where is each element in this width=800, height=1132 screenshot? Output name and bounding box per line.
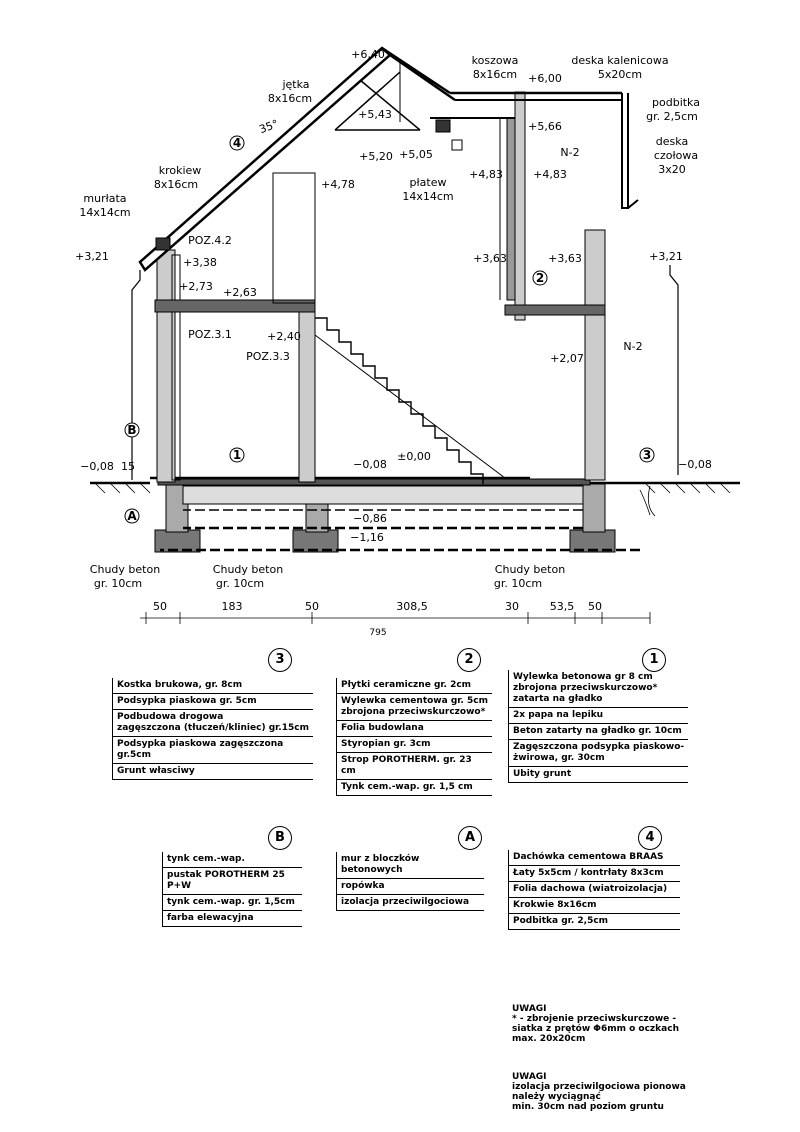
marker-4: 4 [232, 136, 242, 150]
legend-1-row: Wylewka betonowa gr 8 cm zbrojona przeciwskurczowo* zatarta na gładko [509, 670, 689, 708]
label-koszowa-size: 8x16cm [472, 68, 518, 81]
label-czolowa-size: 3x20 [658, 163, 686, 176]
level-543: +5,43 [358, 108, 392, 121]
legend-3-row: Podsypka piaskowa gr. 5cm [113, 694, 313, 710]
legend-table-1 [508, 670, 688, 783]
label-platew: płatew [409, 176, 447, 189]
label-poz-3-1: POZ.3.1 [188, 328, 232, 341]
label-angle: 35° [257, 117, 281, 137]
label-poz-3-3: POZ.3.3 [246, 350, 290, 363]
level-m008-a: −0,08 [353, 458, 387, 471]
level-600: +6,00 [528, 72, 562, 85]
legend-3-row: Podsypka piaskowa zagęszczona gr.5cm [113, 737, 313, 764]
notes-reinforcement: UWAGI * - zbrojenie przeciwskurczowe - siatka z prętów Φ6mm o oczkach max. 20x20cm [512, 1004, 679, 1044]
level-m008-c: −0,08 [678, 458, 712, 471]
label-koszowa: koszowa [471, 54, 519, 67]
marker-3: 3 [642, 448, 652, 462]
label-murlata: murłata [83, 192, 127, 205]
dimension-line [140, 612, 650, 624]
label-platew-size: 14x14cm [402, 190, 454, 203]
legend-1-row: Zagęszczona podsypka piaskowo- żwirowa, gr. 30cm [509, 740, 689, 767]
level-m086: −0,86 [353, 512, 387, 525]
legend-4-row: Folia dachowa (wiatroizolacja) [509, 882, 681, 898]
level-321-a: +3,21 [75, 250, 109, 263]
legend-badge-2: 2 [457, 648, 481, 672]
level-000: ±0,00 [397, 450, 431, 463]
dim-308-5: 308,5 [396, 600, 428, 613]
label-gr-left: gr. 10cm [93, 577, 143, 590]
legend-1-row: Beton zatarty na gładko gr. 10cm [509, 724, 689, 740]
legend-4-row: Krokwie 8x16cm [509, 898, 681, 914]
label-krokiew-size: 8x16cm [153, 178, 199, 191]
legend-table-4 [508, 850, 680, 930]
level-240: +2,40 [267, 330, 301, 343]
legend-a-row: ropówka [337, 879, 485, 895]
legend-b-row: farba elewacyjna [163, 911, 303, 927]
ceiling-slab [155, 300, 605, 315]
legend-2-row: Płytki ceramiczne gr. 2cm [337, 678, 492, 694]
legend-a-row: izolacja przeciwilgociowa [337, 895, 485, 911]
legend-4-row: Łaty 5x5cm / kontrłaty 8x3cm [509, 866, 681, 882]
level-363-b: +3,63 [548, 252, 582, 265]
level-483-a: +4,83 [469, 168, 503, 181]
label-gr-right: gr. 10cm [493, 577, 543, 590]
dim-30: 30 [505, 600, 519, 613]
floor-slab [158, 479, 640, 550]
level-321-b: +3,21 [649, 250, 683, 263]
legend-b-row: pustak POROTHERM 25 P+W [163, 868, 303, 895]
label-jetka: jętka [282, 78, 310, 91]
legend-table-3 [112, 678, 313, 780]
level-520: +5,20 [359, 150, 393, 163]
label-podbitka-size: gr. 2,5cm [646, 110, 698, 123]
dim-50-b: 50 [305, 600, 319, 613]
legend-3-row: Grunt własciwy [113, 764, 313, 780]
level-363-a: +3,63 [473, 252, 507, 265]
label-jetka-size: 8x16cm [267, 92, 313, 105]
level-263: +2,63 [223, 286, 257, 299]
label-poz-4-2: POZ.4.2 [188, 234, 232, 247]
legend-badge-4: 4 [638, 826, 662, 850]
legend-2-row: Strop POROTHERM. gr. 23 cm [337, 753, 492, 780]
legend-b-row: tynk cem.-wap. [163, 852, 303, 868]
dim-53-5: 53,5 [549, 600, 575, 613]
label-deska-kalenicowa: deska kalenicowa [571, 54, 669, 67]
legend-badge-b: B [268, 826, 292, 850]
legend-1-row: Ubity grunt [509, 767, 689, 783]
marker-b: B [127, 423, 137, 437]
label-krokiew: krokiew [158, 164, 202, 177]
dim-50-c: 50 [588, 600, 602, 613]
label-czolowa: czołowa [653, 149, 699, 162]
level-566: +5,66 [528, 120, 562, 133]
level-505: +5,05 [399, 148, 433, 161]
label-n2-upper: N-2 [560, 146, 580, 159]
level-m008-b: −0,08 [80, 460, 114, 473]
marker-a: A [127, 509, 137, 523]
marker-1: 1 [232, 448, 242, 462]
label-chudy-beton-right: Chudy beton [494, 563, 566, 576]
legend-2-row: Styropian gr. 3cm [337, 737, 492, 753]
door [273, 173, 315, 303]
legend-b-row: tynk cem.-wap. gr. 1,5cm [163, 895, 303, 911]
legend-badge-1: 1 [642, 648, 666, 672]
notes-insulation: UWAGI izolacja przeciwilgociowa pionowa należy wyciągnąć min. 30cm nad poziom gruntu [512, 1072, 686, 1112]
level-273: +2,73 [179, 280, 213, 293]
legend-1-row: 2x papa na lepiku [509, 708, 689, 724]
label-chudy-beton-mid: Chudy beton [212, 563, 284, 576]
label-murlata-size: 14x14cm [79, 206, 131, 219]
level-m116: −1,16 [350, 531, 384, 544]
label-gr-mid: gr. 10cm [215, 577, 265, 590]
label-chudy-beton-left: Chudy beton [89, 563, 161, 576]
label-n2-lower: N-2 [623, 340, 643, 353]
legend-table-b [162, 852, 302, 927]
legend-2-row: Tynk cem.-wap. gr. 1,5 cm [337, 780, 492, 796]
legend-badge-3: 3 [268, 648, 292, 672]
dim-50-a: 50 [153, 600, 167, 613]
legend-4-row: Dachówka cementowa BRAAS [509, 850, 681, 866]
level-15: 15 [121, 460, 135, 473]
legend-2-row: Wylewka cementowa gr. 5cm zbrojona przeciwskurczowo* [337, 694, 492, 721]
level-478: +4,78 [321, 178, 355, 191]
legend-badge-a: A [458, 826, 482, 850]
dim-183: 183 [221, 600, 243, 613]
legend-4-row: Podbitka gr. 2,5cm [509, 914, 681, 930]
label-deska-kalenicowa-size: 5x20cm [597, 68, 643, 81]
label-podbitka: podbitka [652, 96, 700, 109]
legend-table-a [336, 852, 484, 911]
level-207: +2,07 [550, 352, 584, 365]
legend-table-2 [336, 678, 492, 796]
legend-2-row: Folia budowlana [337, 721, 492, 737]
legend-3-row: Podbudowa drogowa zagęszczona (tłuczeń/kliniec) gr.15cm [113, 710, 313, 737]
marker-2: 2 [535, 271, 545, 285]
label-deska: deska [655, 135, 689, 148]
annex [430, 118, 515, 300]
level-338: +3,38 [183, 256, 217, 269]
legend-3-row: Kostka brukowa, gr. 8cm [113, 678, 313, 694]
legend-a-row: mur z bloczków betonowych [337, 852, 485, 879]
level-640: +6,40 [351, 48, 385, 61]
level-483-b: +4,83 [533, 168, 567, 181]
dim-total: 795 [369, 628, 387, 638]
